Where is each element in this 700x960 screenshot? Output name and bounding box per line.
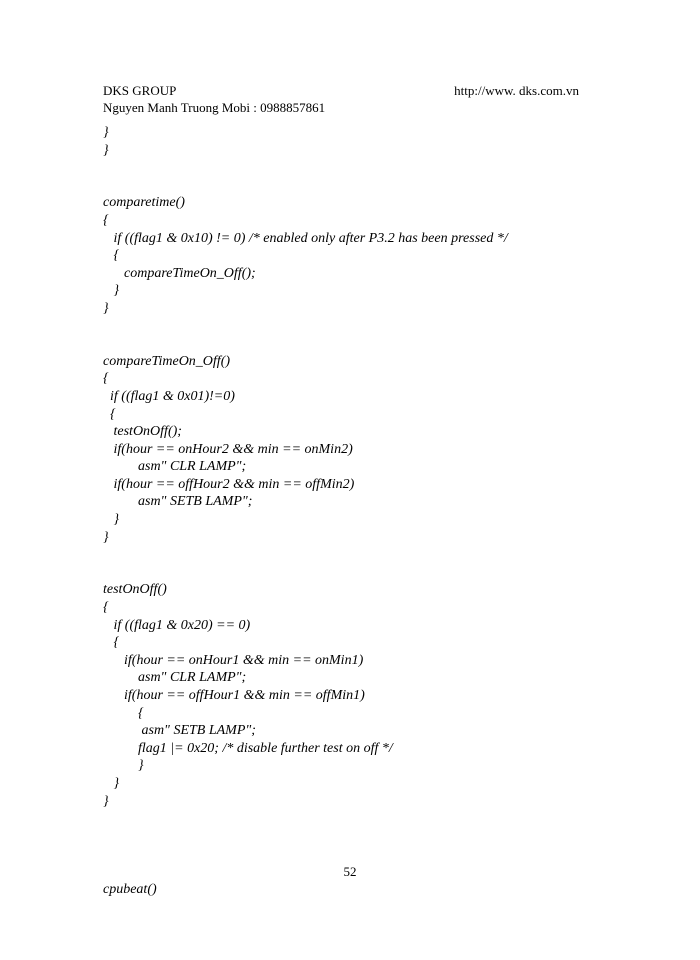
code-line	[103, 564, 508, 582]
code-line: comparetime()	[103, 195, 185, 211]
code-line	[103, 546, 508, 564]
code-line: {	[103, 600, 109, 616]
code-line: if(hour == offHour2 && min == offMin2)	[103, 476, 355, 492]
code-line: }	[103, 793, 109, 809]
code-line	[103, 335, 508, 353]
code-line: if(hour == offHour1 && min == offMin1)	[103, 688, 365, 703]
code-line: flag1 |= 0x20; /* disable further test on off */	[103, 740, 393, 756]
code-line	[103, 318, 508, 336]
code-line: asm" CLR LAMP";	[103, 459, 247, 475]
code-line: }	[103, 125, 109, 140]
code-line: if ((flag1 & 0x10) != 0) /* enabled only after P3.2 has been pressed */	[103, 230, 508, 246]
website-url: http://www. dks.com.vn	[454, 83, 579, 98]
code-line: if(hour == onHour2 && min == onMin2)	[103, 441, 353, 457]
code-line: compareTimeOn_Off();	[103, 265, 256, 281]
code-line: asm" CLR LAMP";	[103, 670, 247, 686]
code-line: if(hour == onHour1 && min == onMin1)	[103, 652, 364, 668]
code-line: if ((flag1 & 0x20) == 0)	[103, 617, 251, 633]
company-name: DKS GROUP	[103, 83, 177, 98]
code-line: }	[103, 142, 109, 158]
code-line: asm" SETB LAMP";	[103, 723, 256, 739]
code-listing	[103, 124, 508, 898]
code-line: testOnOff()	[103, 582, 167, 598]
code-line: }	[103, 283, 120, 299]
code-line: testOnOff();	[103, 424, 182, 440]
code-line: compareTimeOn_Off()	[103, 353, 231, 369]
code-line: {	[103, 406, 116, 422]
code-line: {	[103, 635, 120, 651]
code-line: if ((flag1 & 0x01)!=0)	[103, 388, 235, 404]
author-contact: Nguyen Manh Truong Mobi : 0988857861	[103, 100, 326, 115]
code-line: }	[103, 529, 109, 545]
code-line: }	[103, 512, 120, 528]
page-number: 52	[343, 864, 357, 879]
code-line	[103, 845, 508, 863]
code-line: {	[103, 212, 109, 228]
code-line: }	[103, 775, 120, 791]
code-line	[103, 810, 508, 828]
code-line: {	[103, 371, 109, 387]
code-line: {	[103, 705, 144, 721]
code-line: }	[103, 758, 144, 774]
code-line: {	[103, 248, 120, 264]
header-left	[103, 82, 325, 116]
code-line: }	[103, 300, 109, 316]
code-line	[103, 159, 508, 177]
code-line: cpubeat()	[103, 881, 157, 897]
code-line	[103, 828, 508, 846]
code-line: asm" SETB LAMP";	[103, 494, 253, 510]
code-line	[103, 177, 508, 195]
